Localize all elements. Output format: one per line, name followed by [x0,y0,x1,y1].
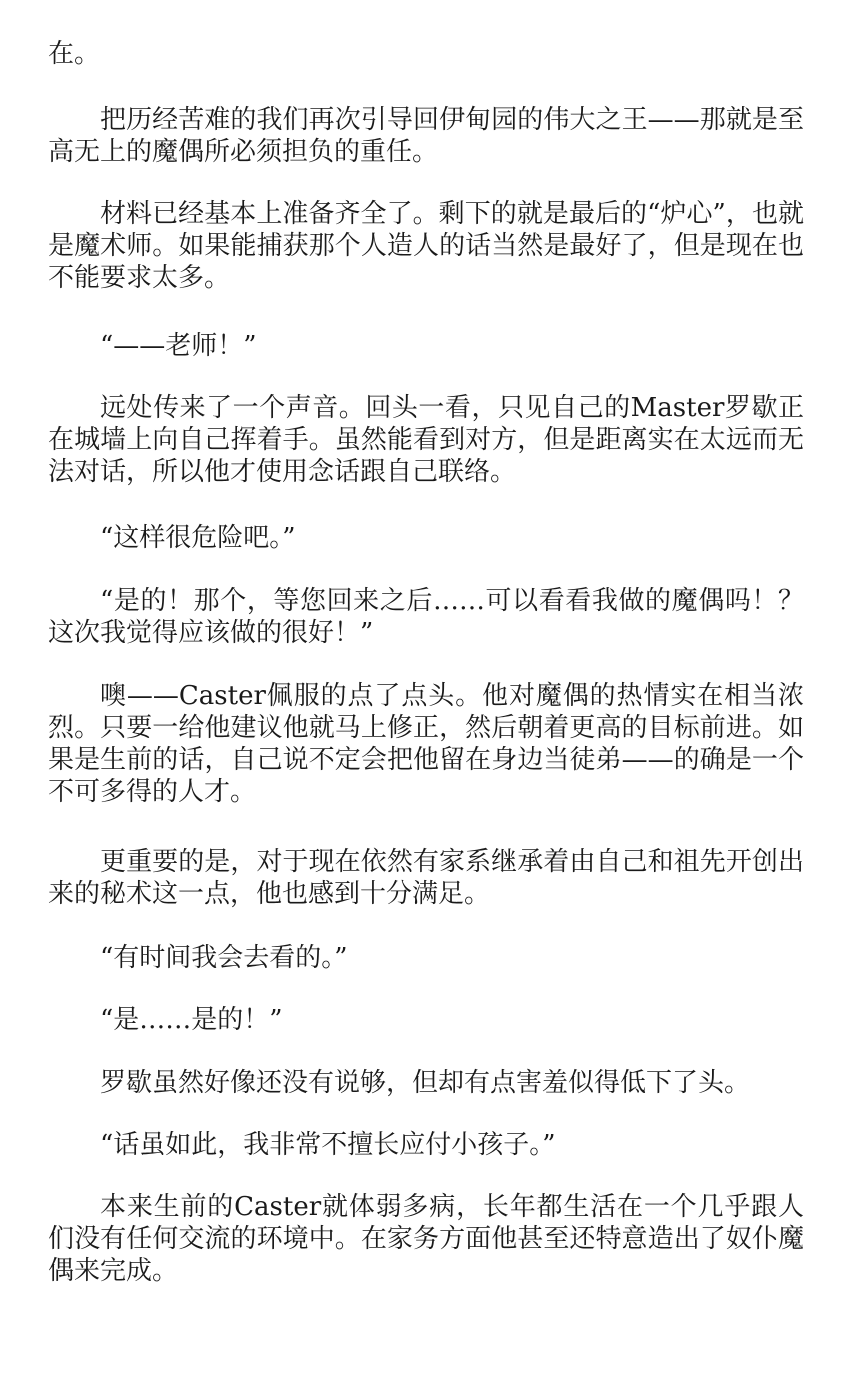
paragraph: 在。 [48,39,101,69]
paragraph: “这样很危险吧。” [100,523,296,553]
paragraph: “是……是的！” [100,1005,283,1035]
paragraph: “有时间我会去看的。” [100,943,348,973]
paragraph: 噢——Caster佩服的点了点头。他对魔偶的热情实在相当浓烈。只要一给他建议他就马上修正，然后朝着更高的目标前进。如果是生前的话，自己说不定会把他留在身边当徒弟——的确是一个不可多得的人才。 [48,681,804,807]
paragraph: 材料已经基本上准备齐全了。剩下的就是最后的“炉心”，也就是魔术师。如果能捕获那个人造人的话当然是最好了，但是现在也不能要求太多。 [48,199,804,293]
paragraph: 把历经苦难的我们再次引导回伊甸园的伟大之王——那就是至高无上的魔偶所必须担负的重任。 [48,105,804,167]
paragraph: 更重要的是，对于现在依然有家系继承着由自己和祖先开创出来的秘术这一点，他也感到十分满足。 [48,847,804,909]
paragraph: “是的！那个，等您回来之后……可以看看我做的魔偶吗！？这次我觉得应该做的很好！” [48,586,804,648]
paragraph: 罗歇虽然好像还没有说够，但却有点害羞似得低下了头。 [100,1068,751,1098]
paragraph: 本来生前的Caster就体弱多病，长年都生活在一个几乎跟人们没有任何交流的环境中。在家务方面他甚至还特意造出了奴仆魔偶来完成。 [48,1192,804,1286]
paragraph: “——老师！” [100,331,257,361]
paragraph: “话虽如此，我非常不擅长应付小孩子。” [100,1130,556,1160]
paragraph: 远处传来了一个声音。回头一看，只见自己的Master罗歇正在城墙上向自己挥着手。虽然能看到对方，但是距离实在太远而无法对话，所以他才使用念话跟自己联络。 [48,393,804,487]
